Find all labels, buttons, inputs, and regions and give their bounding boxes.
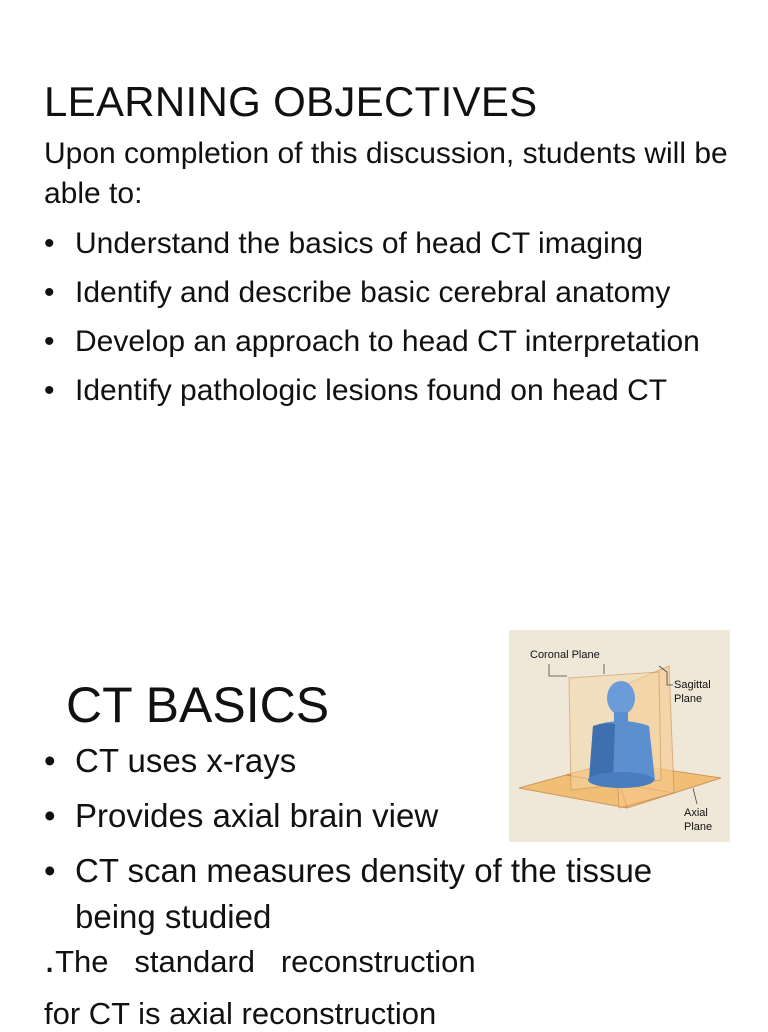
axial-plane-label-2: Plane [684, 821, 713, 833]
planes-diagram [509, 630, 730, 842]
sagittal-plane-label-2: Plane [674, 693, 703, 705]
reconstruction-line-2: for CT is axial reconstruction [44, 996, 437, 1031]
axial-arrow [693, 788, 697, 804]
objectives-title: LEARNING OBJECTIVES [44, 78, 538, 125]
list-item [44, 848, 654, 940]
list-item-text: CT uses x-rays [75, 742, 297, 779]
axial-plane-label-1: Axial [684, 807, 708, 819]
list-item-text: CT scan measures density of the tissue being studied [75, 852, 653, 935]
list-item-text: Identify pathologic lesions found on head CT [75, 374, 668, 407]
list-item-text: Understand the basics of head CT imaging [75, 227, 644, 260]
objectives-intro: Upon completion of this discussion, students will be able to: [44, 137, 728, 210]
list-item-text: Develop an approach to head CT interpretation [75, 325, 700, 358]
coronal-plane-label: Coronal Plane [530, 649, 600, 661]
list-item [44, 322, 744, 362]
bullet-icon: • [44, 276, 55, 309]
sagittal-plane-label-1: Sagittal [674, 679, 711, 691]
list-item [44, 224, 744, 264]
list-item [44, 371, 744, 411]
bullet-icon: • [44, 227, 55, 260]
list-item [44, 273, 744, 313]
bullet-icon: • [44, 852, 56, 889]
bullet-icon: . [44, 937, 56, 981]
bullet-icon: • [44, 797, 56, 834]
bullet-icon: • [44, 374, 55, 407]
coronal-arrow [549, 664, 567, 676]
objectives-list [44, 224, 744, 420]
basics-title: CT BASICS [66, 677, 330, 733]
list-item-text: Identify and describe basic cerebral anatomy [75, 276, 671, 309]
bullet-icon: • [44, 742, 56, 779]
reconstruction-line-1 [44, 937, 476, 981]
bullet-icon: • [44, 325, 55, 358]
list-item-text: Provides axial brain view [75, 797, 439, 834]
anatomical-planes-figure [509, 630, 730, 842]
reconstruction-text-1: The standard reconstruction [55, 944, 476, 979]
